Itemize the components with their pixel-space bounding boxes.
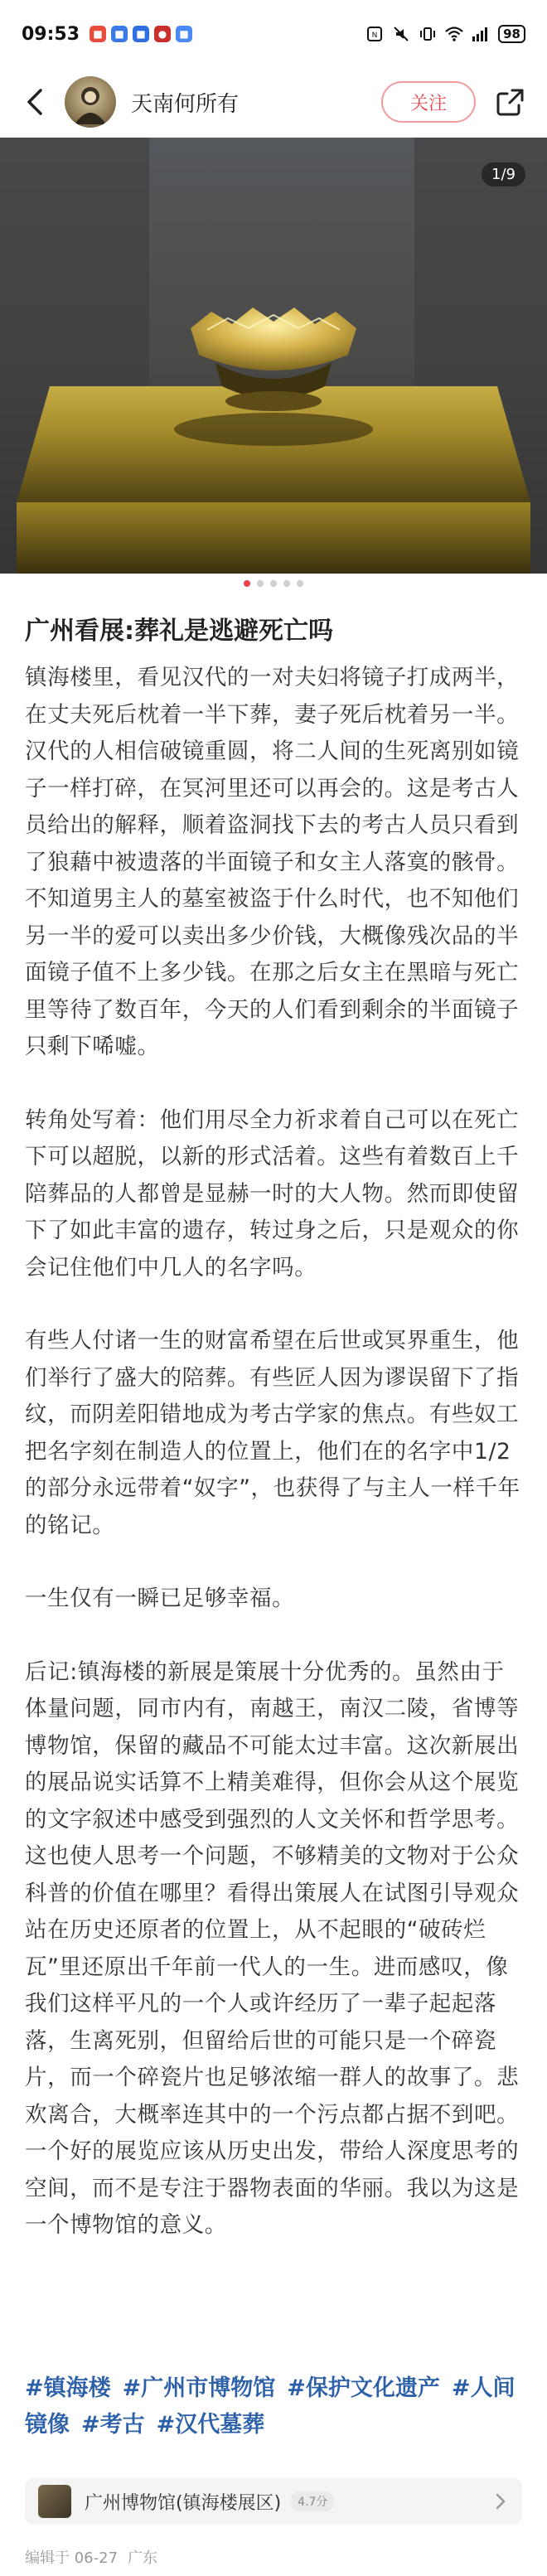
gold-bowl-photo (0, 138, 547, 574)
closing-paragraph: 一个好的展览应该从历史出发，带给人深度思考的空间，而不是专注于器物表面的华丽。我以为这是一个博物馆的意义。 (25, 2138, 520, 2238)
share-button[interactable] (494, 85, 527, 119)
body-paragraph: 镇海楼里，看见汉代的一对夫妇将镜子打成两半，在丈夫死后枕着一半下葬，妻子死后枕着另一半。汉代的人相信破镜重圆，将二人间的生死离别如镜子一样打碎，在冥河里还可以再会的。这是考古人员给出的解释，顺着盗洞找下去的考古人员只看到了狼藉中被遗落的半面镜子和女主人落寞的骸骨。不知道男主人的墓室被盗于什么时代，也不知他们另一半的爱可以卖出多少价钱，大概像残次品的半面镜子值不上多少钱。在那之后女主在黑暗与死亡里等待了数百年，今天的人们看到剩余的半面镜子只剩下唏嘘。 (25, 665, 520, 1059)
author-avatar[interactable] (65, 76, 116, 128)
carousel-dots (0, 580, 547, 587)
signal-icon (472, 25, 490, 43)
afterword-paragraph: 后记:镇海楼的新展是策展十分优秀的。虽然由于体量问题，同市内有，南越王，南汉二陵，省博等博物馆，保留的藏品不可能太过丰富。这次新展出的展品说实话算不上精美难得，但你会从这个展览的文字叙述中感受到强烈的人文关怀和哲学思考。这也使人思考一个问题，不够精美的文物对于公众科普的价值在哪里？看得出策展人在试图引导观众站在历史还原者的位置上，从不起眼的“破砖烂瓦”里还原出千年前一代人的一生。进而感叹，像我们这样平凡的一个人或许经历了一辈子起起落落，生离死别，但留给后世的可能只是一个碎瓷片，而一个碎瓷片也足够浓缩一群人的故事了。悲欢离合，大概率连其中的一个污点都占据不到吧。 (25, 1658, 520, 2128)
hashtag-list (25, 2370, 530, 2443)
chevron-right-icon (492, 2493, 509, 2510)
hashtag[interactable]: #考古 (81, 2412, 145, 2438)
carousel-dot[interactable] (283, 580, 290, 587)
notif-red-icon: ● (154, 26, 171, 42)
post-image[interactable] (0, 138, 547, 574)
chevron-left-icon (26, 88, 44, 116)
hashtag[interactable]: #镇海楼 (25, 2375, 111, 2401)
vibrate-icon (419, 25, 437, 43)
carousel-dot[interactable] (270, 580, 277, 587)
post-title: 广州看展:葬礼是逃避死亡吗 (25, 617, 333, 646)
hashtag[interactable]: #广州市博物馆 (122, 2375, 276, 2401)
location-card[interactable] (25, 2478, 522, 2525)
body-paragraph: 有些人付诸一生的财富希望在后世或冥界重生，他们举行了盛大的陪葬。有些匠人因为谬误留下了指纹，而阴差阳错地成为考古学家的焦点。有些奴工把名字刻在制造人的位置上，他们在的名字中1/2的部分永远带着“奴字”，也获得了与主人一样千年的铭记。 (25, 1328, 520, 1538)
carousel-dot[interactable] (257, 580, 264, 587)
post-body (25, 660, 524, 2244)
edited-date: 编辑于 06-27 (25, 2549, 119, 2567)
nfc-icon (365, 25, 384, 43)
image-counter: 1/9 (482, 162, 525, 186)
system-icons (365, 25, 525, 43)
location-thumbnail (38, 2485, 71, 2518)
body-paragraph: 一生仅有一瞬已足够幸福。 (25, 1586, 295, 1611)
status-time: 09:53 (22, 23, 80, 45)
svg-text:N: N (371, 31, 378, 40)
post-header (0, 68, 547, 136)
author-name[interactable]: 天南何所有 (131, 91, 240, 117)
hashtag[interactable]: #保护文化遗产 (287, 2375, 440, 2401)
back-button[interactable] (20, 87, 50, 117)
body-paragraph: 转角处写着：他们用尽全力祈求着自己可以在死亡下可以超脱，以新的形式活着。这些有着数百上千陪葬品的人都曾是显赫一时的大人物。然而即使留下了如此丰富的遗存，转过身之后，只是观众的你会记住他们中几人的名字吗。 (25, 1106, 520, 1281)
mute-icon (392, 25, 410, 43)
post-meta (25, 2546, 167, 2568)
notif-red-icon: ■ (90, 26, 106, 42)
notification-icons (90, 26, 192, 42)
notif-blue-icon: ■ (111, 26, 128, 42)
carousel-dot[interactable] (244, 580, 250, 587)
notif-blue-icon: ■ (176, 26, 192, 42)
location-name: 广州博物馆(镇海楼展区) (85, 2492, 282, 2514)
battery-indicator: 98 (498, 25, 525, 43)
hashtag[interactable]: #人间镜像 (25, 2375, 516, 2438)
location-rating: 4.7分 (291, 2491, 334, 2511)
share-icon (496, 87, 525, 117)
hashtag[interactable]: #汉代墓葬 (156, 2412, 265, 2438)
post-region: 广东 (128, 2549, 158, 2567)
carousel-dot[interactable] (297, 580, 303, 587)
follow-button[interactable]: 关注 (381, 81, 476, 123)
status-bar (0, 0, 547, 68)
wifi-icon (445, 25, 463, 43)
notif-blue-icon: ■ (133, 26, 149, 42)
